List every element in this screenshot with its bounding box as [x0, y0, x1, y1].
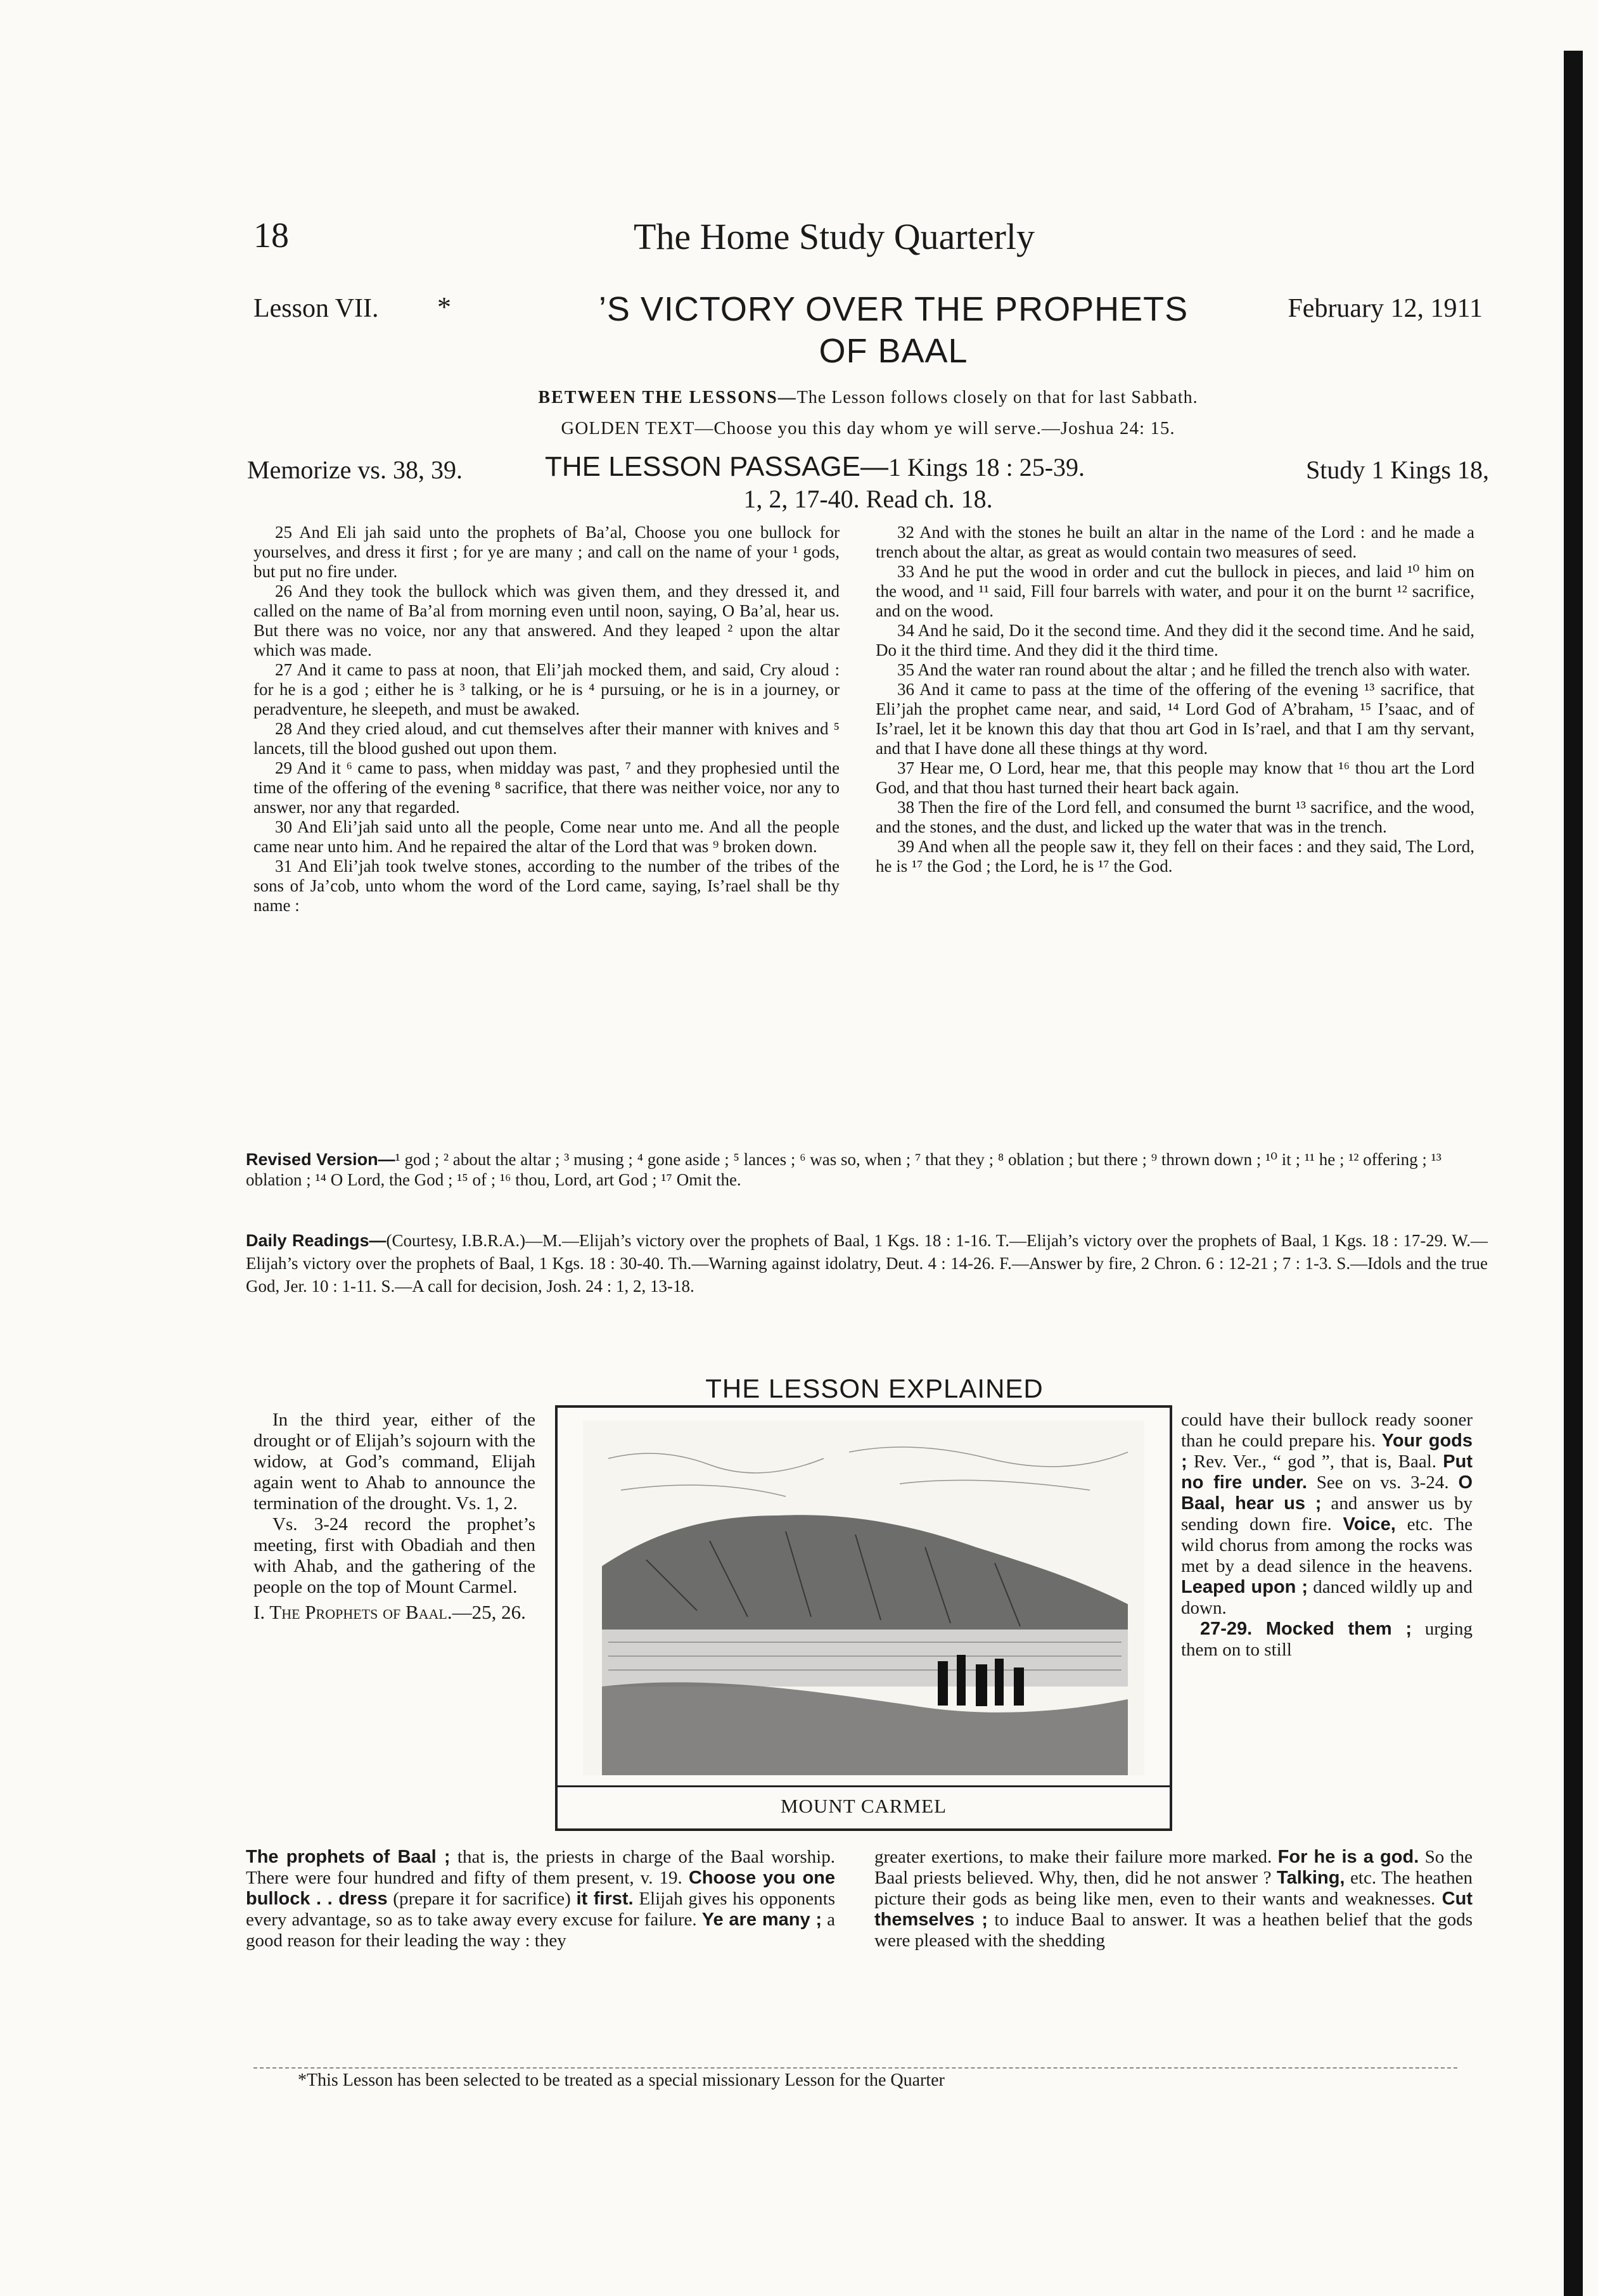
- footnote-rule: [253, 2067, 1457, 2069]
- lesson-heading: [253, 288, 1502, 390]
- verse: 26 And they took the bullock which was given them, and they dressed it, and called on the name of Ba’al from morning even until noon, saying, O Ba’al, hear us. But there was no voice, nor any that answered. And they leaped ² upon the altar which was made.: [253, 582, 840, 660]
- text-run: danced wildly up and down.: [1181, 1577, 1473, 1618]
- scripture-column-left: [253, 523, 840, 915]
- text-run: See on vs. 3-24.: [1307, 1472, 1459, 1493]
- verse: 25 And Eli jah said unto the prophets of Ba’al, Choose you one bullock for yourselves, and dress it first ; for ye are many ; and call on the name of your ¹ gods, but put no fire under.: [253, 523, 840, 581]
- footnote: *This Lesson has been selected to be treated as a special missionary Lesson for the Quarter: [298, 2070, 945, 2090]
- between-label: BETWEEN THE LESSONS—: [538, 388, 797, 407]
- between-text: The Lesson follows closely on that for last Sabbath.: [796, 388, 1198, 407]
- verse: 29 And it ⁶ came to pass, when midday was past, ⁷ and they prophesied until the time of the offering of the evening ⁸ sacrifice, that there was neither voice, nor any to answer, nor any that regarded.: [253, 758, 840, 817]
- explained-paragraph: [1181, 1410, 1473, 1619]
- lesson-date: February 12, 1911: [1288, 294, 1483, 323]
- study-reference-cont: 1, 2, 17-40. Read ch. 18.: [743, 485, 993, 513]
- verse: 35 And the water ran round about the altar ; and he filled the trench also with water.: [897, 660, 1471, 679]
- between-lessons: [253, 388, 1483, 408]
- explained-left-wrap: [253, 1410, 535, 1623]
- section-heading: I. The Prophets of Baal.—25, 26.: [253, 1601, 526, 1623]
- passage-title-label: THE LESSON PASSAGE—: [545, 451, 889, 482]
- text-run: to induce Baal to answer. It was a heathen belief that the gods were pleased with the shedding: [874, 1910, 1473, 1951]
- bold-run: Ye are many ;: [701, 1910, 822, 1930]
- lesson-passage-line: [247, 451, 1489, 521]
- revised-text: ¹ god ; ² about the altar ; ³ musing ; ⁴ gone aside ; ⁵ lances ; ⁶ was so, when ; ⁷ that they ; ⁸ oblation ; but there ; ⁹ thrown down ; ¹⁰ it ; ¹¹ he ; ¹² offering ; ¹³ oblation ; ¹⁴ O Lord, the God ; ¹⁵ of ; ¹⁶ thou, Lord, art God ; ¹⁷ Omit the.: [246, 1150, 1441, 1189]
- text-run: Elijah gives his opponents every advantage, so as to take away every excuse for failure.: [246, 1889, 836, 1930]
- text-run: (prepare it for sacrifice): [387, 1889, 577, 1909]
- study-reference: Study 1 Kings 18,: [1306, 456, 1489, 484]
- text-run: a good reason for their leading the way : they: [246, 1910, 836, 1951]
- bold-run: it first.: [576, 1889, 634, 1909]
- daily-readings: [246, 1229, 1488, 1298]
- explained-bottom-right: [874, 1847, 1473, 1951]
- running-header: [253, 215, 1502, 266]
- revised-version-notes: [246, 1149, 1488, 1190]
- lesson-number: Lesson VII.: [253, 294, 379, 323]
- bold-run: Voice,: [1343, 1514, 1396, 1534]
- text-run: So the Baal priests believed. Why, then, did he not answer ?: [874, 1847, 1473, 1888]
- text-run: Rev. Ver., “ god ”, that is, Baal.: [1187, 1451, 1443, 1472]
- golden-label: GOLDEN TEXT—: [561, 418, 714, 438]
- text-run: and answer us by sending down fire.: [1181, 1493, 1473, 1534]
- verse: 30 And Eli’jah said unto all the people, Come near unto me. And all the people came near unto him. And he repaired the altar of the Lord that was ⁹ broken down.: [253, 817, 840, 856]
- scan-edge-bar: [1564, 51, 1583, 2296]
- golden-text: [253, 418, 1483, 439]
- explained-paragraph: Vs. 3-24 record the prophet’s meeting, first with Obadiah and then with Ahab, and the gathering of the people on the top of Mount Carmel.: [253, 1514, 535, 1597]
- explained-right-wrap: [1181, 1410, 1473, 1661]
- footnote-star: *: [437, 291, 451, 322]
- bold-run: For he is a god.: [1277, 1847, 1419, 1867]
- verse: 34 And he said, Do it the second time. And they did it the second time. And he said, Do it the third time. And they did it the third time.: [876, 621, 1474, 660]
- bold-run: Leaped upon ;: [1181, 1577, 1308, 1597]
- daily-text: (Courtesy, I.B.R.A.)—M.—Elijah’s victory over the prophets of Baal, 1 Kgs. 18 : 1-16. T.—Elijah’s victory over the prophets of Baal, 1 Kgs. 18 : 17-29. W.—Elijah’s victory over the prophets of Baal, 1 Kgs. 18 : 30-40. Th.—Warning against idolatry, Deut. 4 : 14-26. F.—Answer by fire, 2 Chron. 6 : 12-21 ; 7 : 1-3. S.—Idols and the true God, Jer. 10 : 1-11. S.—A call for decision, Josh. 24 : 1, 2, 13-18.: [246, 1231, 1488, 1296]
- verse: 31 And Eli’jah took twelve stones, according to the number of the tribes of the sons of Ja’cob, unto whom the word of the Lord came, saying, Is’rael shall be thy name :: [253, 857, 840, 915]
- bold-run: The prophets of Baal ;: [246, 1847, 451, 1867]
- bold-run: Cut themselves ;: [874, 1889, 1473, 1930]
- verse: 37 Hear me, O Lord, hear me, that this people may know that ¹⁶ thou art the Lord God, and that thou hast turned their heart back again.: [876, 758, 1474, 797]
- text-run: that is, the priests in charge of the Baal worship. There were four hundred and fifty of them present, v. 19.: [246, 1847, 835, 1888]
- bold-run: 27-29. Mocked them ;: [1200, 1619, 1412, 1639]
- verse: 28 And they cried aloud, and cut themselves after their manner with knives and ⁵ lancets, till the blood gushed out upon them.: [253, 719, 840, 758]
- verse: 36 And it came to pass at the time of the offering of the evening ¹³ sacrifice, that Eli’jah the prophet came near, and said, ¹⁴ Lord God of A’braham, ¹⁵ I’saac, and of Is’rael, let it be known this day that thou art God in Is’rael, and that I am thy servant, and that I have done all these things at thy word.: [876, 680, 1474, 758]
- mount-carmel-figure: [555, 1405, 1172, 1831]
- text-run: etc. The heathen picture their gods as being like men, even to their wants and weaknesses.: [874, 1868, 1473, 1909]
- verse: 32 And with the stones he built an altar in the name of the Lord : and he made a trench about the altar, as great as would contain two measures of seed.: [876, 523, 1474, 561]
- verse: 27 And it came to pass at noon, that Eli’jah mocked them, and said, Cry aloud : for he is a god ; either he is ³ talking, or he is ⁴ pursuing, or he is in a journey, or peradventure, he sleepeth, and must be awaked.: [253, 660, 840, 718]
- memorize-verses: Memorize vs. 38, 39.: [247, 456, 463, 484]
- daily-label: Daily Readings—: [246, 1231, 387, 1250]
- text-run: etc. The wild chorus from among the rocks was met by a dead silence in the heavens.: [1181, 1514, 1473, 1576]
- text-run: greater exertions, to make their failure more marked.: [874, 1847, 1278, 1867]
- explained-paragraph: In the third year, either of the drought or of Elijah’s sojourn with the widow, at God’s command, Elijah again went to Ahab to announce the termination of the drought. Vs. 1, 2.: [253, 1410, 535, 1514]
- bold-run: Talking,: [1277, 1868, 1345, 1888]
- explained-bottom-left: [246, 1847, 835, 1951]
- bold-run: Choose you one bullock . . dress: [246, 1868, 836, 1909]
- lesson-title: ’S VICTORY OVER THE PROPHETS OF BAAL: [598, 290, 1189, 370]
- scripture-column-right: [876, 523, 1474, 876]
- passage-ref: 1 Kings 18 : 25-39.: [888, 453, 1085, 482]
- running-title: The Home Study Quarterly: [634, 216, 1035, 257]
- bold-run: O Baal, hear us ;: [1181, 1472, 1473, 1514]
- mount-carmel-engraving: [583, 1420, 1144, 1775]
- verse: 33 And he put the wood in order and cut the bullock in pieces, and laid ¹⁰ him on the wood, and ¹¹ said, Fill four barrels with water, and pour it on the burnt ¹² sacrifice, and on the wood.: [876, 562, 1474, 620]
- bold-run: Your gods ;: [1181, 1431, 1473, 1472]
- passage-title: [545, 451, 1085, 483]
- revised-label: Revised Version—: [246, 1150, 395, 1169]
- figure-caption: MOUNT CARMEL: [558, 1785, 1170, 1818]
- page-number: 18: [253, 216, 289, 255]
- text-run: could have their bullock ready sooner than he could prepare his.: [1181, 1410, 1473, 1451]
- verse: 38 Then the fire of the Lord fell, and consumed the burnt ¹³ sacrifice, and the wood, and the stones, and the dust, and licked up the water that was in the trench.: [876, 798, 1474, 836]
- explained-paragraph: [1181, 1619, 1473, 1661]
- text-run: urging them on to still: [1181, 1619, 1473, 1660]
- lesson-explained-heading: THE LESSON EXPLAINED: [705, 1374, 1044, 1403]
- golden-body: Choose you this day whom ye will serve.—Joshua 24: 15.: [713, 418, 1175, 438]
- bold-run: Put no fire under.: [1181, 1451, 1473, 1493]
- verse: 39 And when all the people saw it, they fell on their faces : and they said, The Lord, he is ¹⁷ the God ; the Lord, he is ¹⁷ the God.: [876, 837, 1474, 876]
